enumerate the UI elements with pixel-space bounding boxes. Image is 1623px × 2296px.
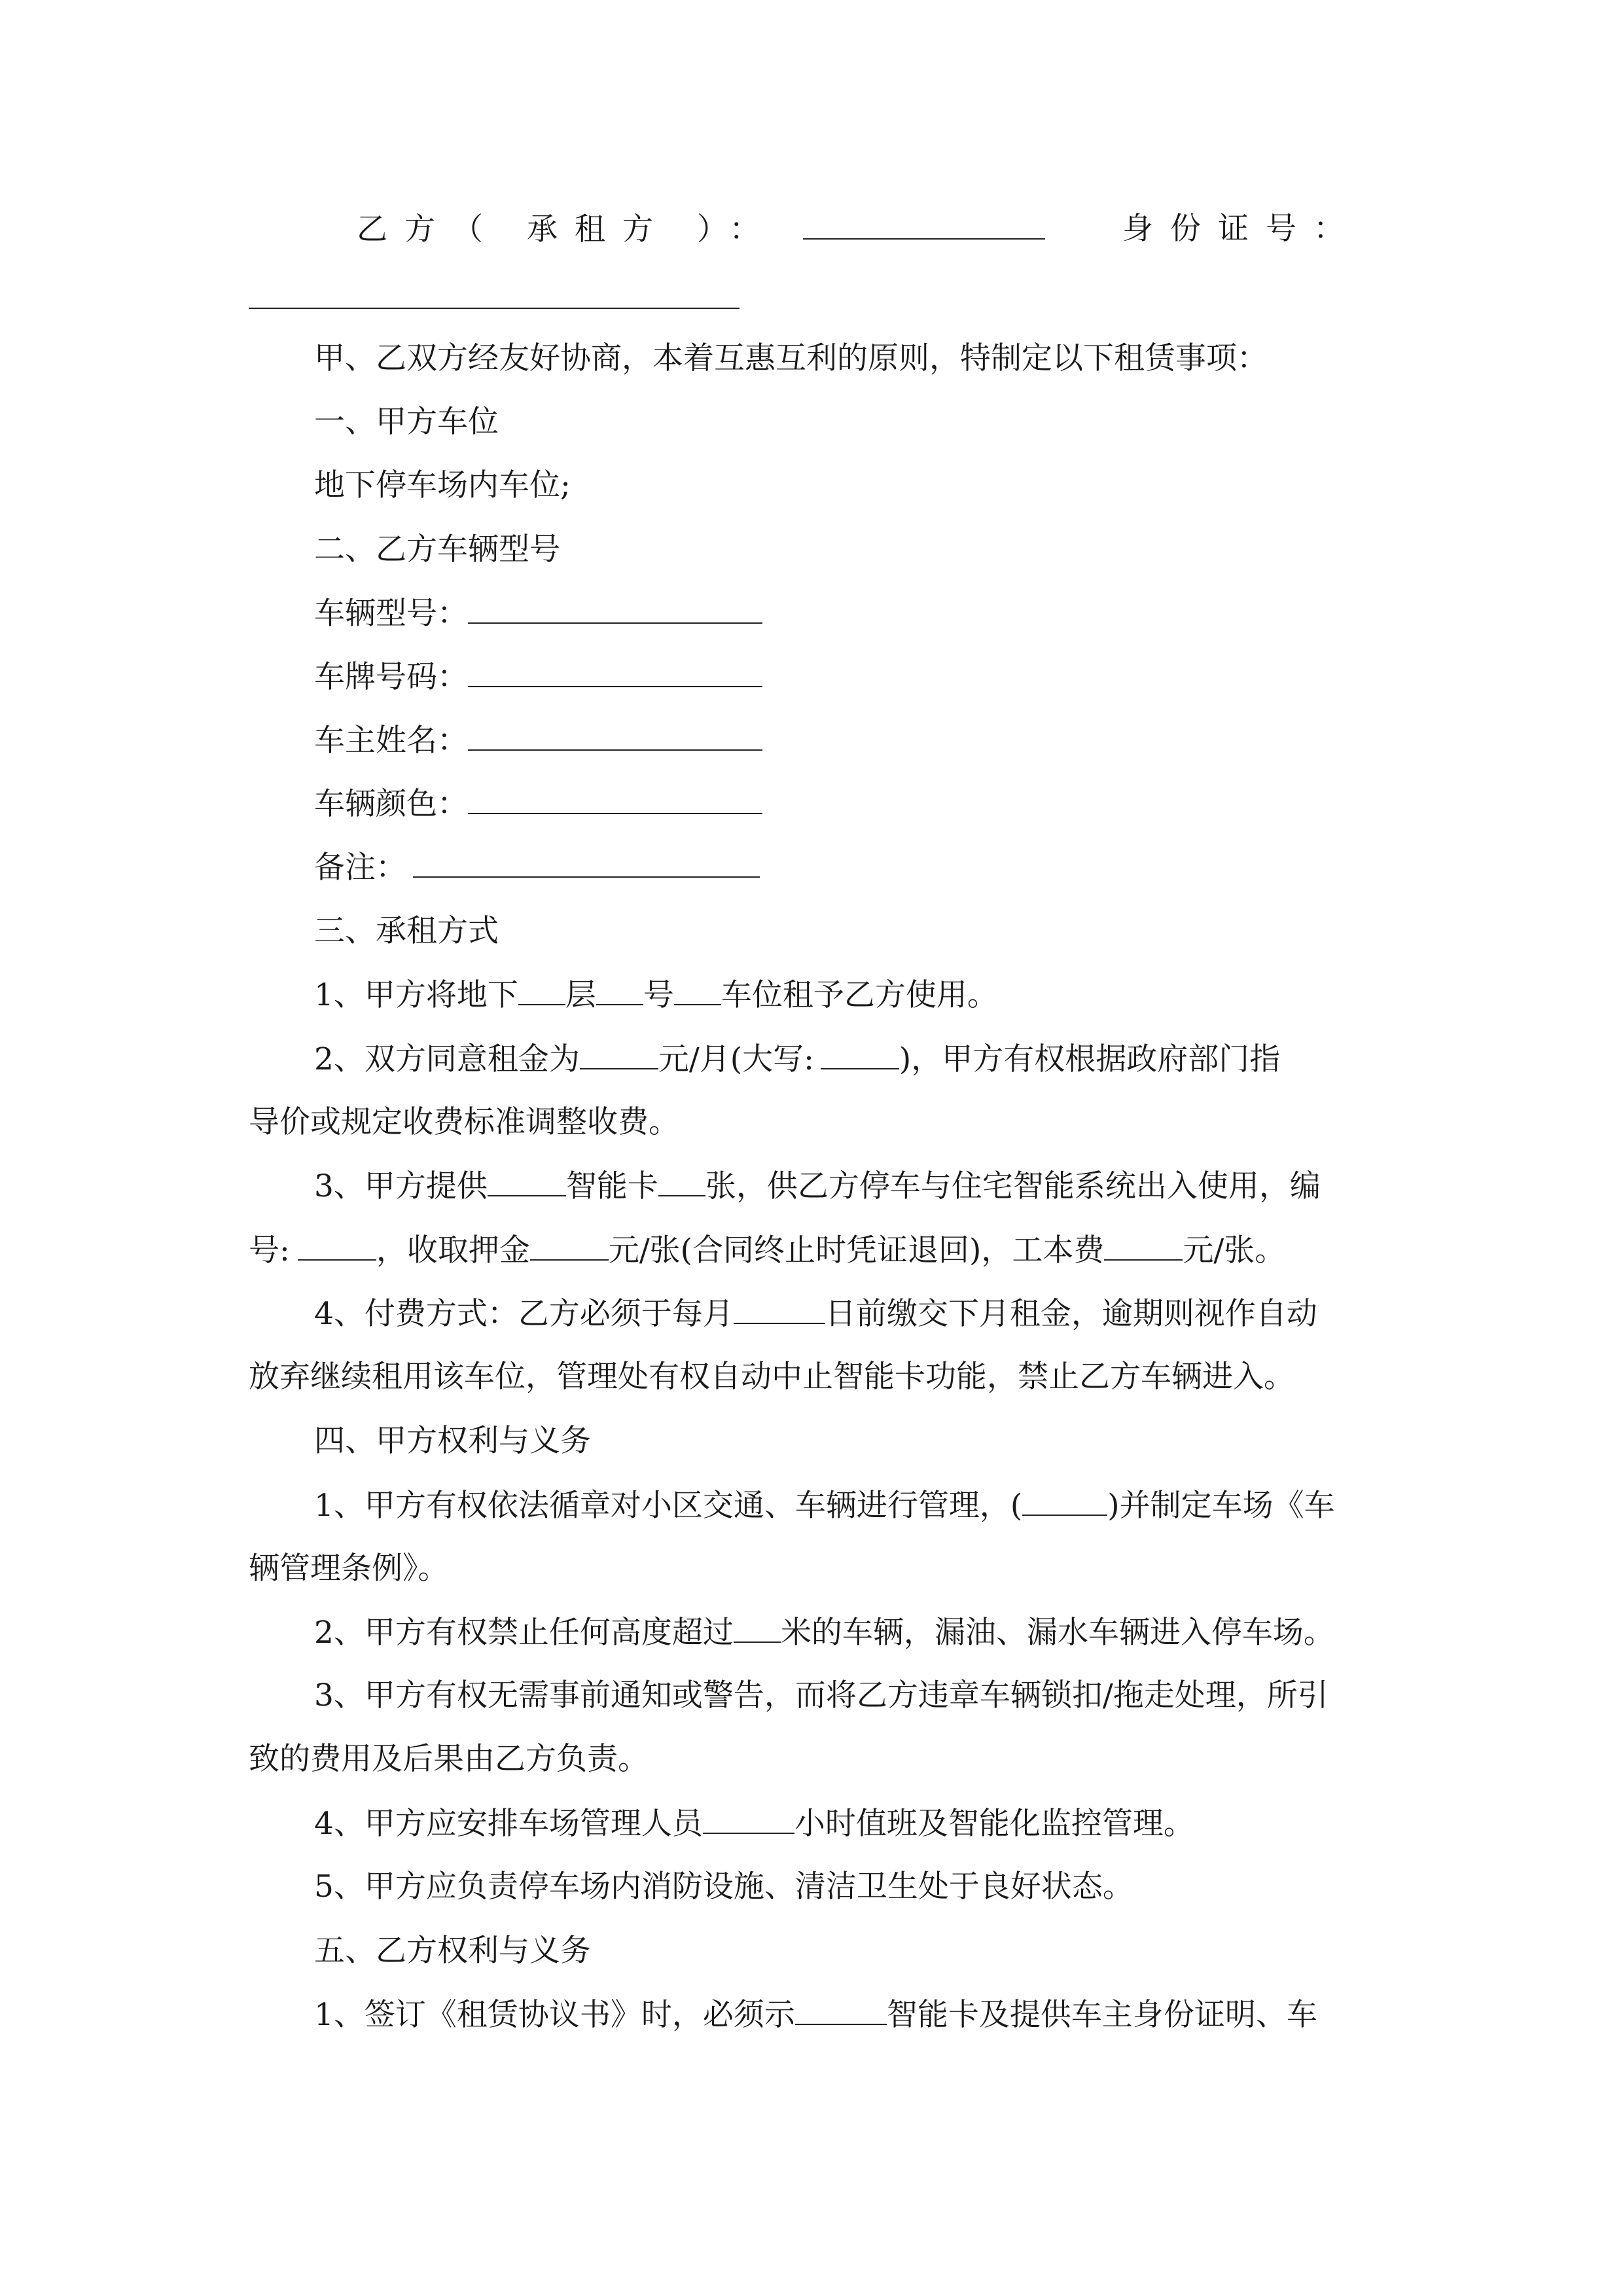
field-label: 车主姓名： — [314, 723, 468, 759]
text: 车位租予乙方使用。 — [721, 977, 998, 1013]
section-4-title: 四、甲方权利与义务 — [314, 1423, 591, 1459]
field-label: 车牌号码： — [314, 659, 468, 695]
text: 智能卡及提供车主身份证明、车 — [886, 1997, 1317, 2033]
id-number-blank[interactable] — [249, 308, 740, 309]
text: 张，供乙方停车与住宅智能系统出入使用，编 — [705, 1168, 1321, 1204]
text: 元/张(合同终止时凭证退回)，工本费 — [608, 1232, 1105, 1268]
text: 小时值班及智能化监控管理。 — [794, 1806, 1194, 1842]
field-plate-number — [314, 657, 762, 697]
party-b-label: 乙方（ 承租方 ）： — [357, 211, 777, 247]
blank-rent[interactable] — [580, 1039, 658, 1069]
section-2-title: 二、乙方车辆型号 — [314, 531, 560, 567]
s3-item-2b: 导价或规定收费标准调整收费。 — [249, 1104, 679, 1140]
party-b-blank[interactable] — [803, 209, 1045, 240]
text: 号 — [643, 977, 674, 1013]
section-1-title: 一、甲方车位 — [314, 404, 499, 440]
blank-fee[interactable] — [1104, 1230, 1183, 1261]
text: )，甲方有权根据政府部门指 — [899, 1041, 1281, 1077]
text: 日前缴交下月租金，逾期则视作自动 — [825, 1296, 1317, 1332]
text: )并制定车场《车 — [1107, 1488, 1335, 1524]
blank-floor[interactable] — [518, 975, 565, 1005]
field-label: 备注： — [314, 850, 406, 886]
blank-management[interactable] — [1022, 1486, 1107, 1516]
s4-item-3a: 3、甲方有权无需事前通知或警告，而将乙方违章车辆锁扣/拖走处理，所引 — [314, 1677, 1329, 1713]
s4-item-3b: 致的费用及后果由乙方负责。 — [249, 1741, 649, 1777]
blank-card[interactable] — [795, 1995, 887, 2025]
s3-item-3b — [249, 1230, 1285, 1270]
field-label: 车辆颜色： — [314, 786, 468, 822]
text: 米的车辆，漏油、漏水车辆进入停车场。 — [780, 1615, 1334, 1651]
field-label: 车辆型号： — [314, 596, 468, 632]
blank-hours[interactable] — [703, 1804, 794, 1834]
field-blank[interactable] — [413, 848, 760, 878]
text: 1、甲方有权依法循章对小区交通、车辆进行管理，( — [314, 1488, 1023, 1524]
s4-item-1b: 辆管理条例》。 — [249, 1551, 449, 1587]
id-number-line — [1122, 209, 1361, 249]
blank-card-count[interactable] — [658, 1166, 705, 1196]
blank-number[interactable] — [596, 975, 643, 1005]
text: 智能卡 — [565, 1168, 658, 1204]
blank-pay-day[interactable] — [734, 1294, 825, 1324]
text: 元/张。 — [1183, 1232, 1286, 1268]
text: 1、甲方将地下 — [314, 977, 518, 1013]
blank-card-no[interactable] — [298, 1230, 376, 1261]
field-remarks — [314, 848, 760, 888]
text: 2、双方同意租金为 — [314, 1041, 580, 1077]
s4-item-1a — [314, 1486, 1335, 1526]
text: 2、甲方有权禁止任何高度超过 — [314, 1615, 734, 1651]
text: 3、甲方提供 — [314, 1168, 488, 1204]
s3-item-4b: 放弃继续租用该车位，管理处有权自动中止智能卡功能，禁止乙方车辆进入。 — [249, 1359, 1294, 1395]
field-blank[interactable] — [468, 784, 762, 814]
section-5-title: 五、乙方权利与义务 — [314, 1933, 591, 1969]
field-blank[interactable] — [468, 594, 762, 624]
s5-item-1 — [314, 1995, 1317, 2035]
blank-deposit[interactable] — [530, 1230, 609, 1261]
text: 1、签订《租赁协议书》时，必须示 — [314, 1997, 795, 2033]
party-b-line — [357, 209, 1045, 249]
section-3-title: 三、承租方式 — [314, 913, 499, 949]
text: 4、付费方式：乙方必须于每月 — [314, 1296, 734, 1332]
text: 4、甲方应安排车场管理人员 — [314, 1806, 703, 1842]
id-number-label: 身份证号： — [1122, 211, 1361, 247]
s3-item-4a — [314, 1294, 1317, 1334]
s3-item-3a — [314, 1166, 1321, 1206]
field-blank[interactable] — [468, 657, 762, 687]
blank-space[interactable] — [674, 975, 721, 1005]
section-1-text: 地下停车场内车位; — [314, 467, 571, 503]
s3-item-2a — [314, 1039, 1280, 1079]
s4-item-4 — [314, 1804, 1194, 1844]
s4-item-5: 5、甲方应负责停车场内消防设施、清洁卫生处于良好状态。 — [314, 1869, 1133, 1905]
field-vehicle-color — [314, 784, 762, 824]
blank-card-type[interactable] — [488, 1166, 566, 1196]
text: ，收取押金 — [376, 1232, 530, 1268]
text: 号: — [249, 1232, 290, 1268]
s3-item-1 — [314, 975, 998, 1015]
field-owner-name — [314, 721, 762, 761]
text: 层 — [565, 977, 596, 1013]
intro-paragraph: 甲、乙双方经友好协商，本着互惠互利的原则，特制定以下租赁事项： — [314, 340, 1268, 376]
field-vehicle-model — [314, 594, 762, 634]
field-blank[interactable] — [468, 721, 762, 751]
text: 元/月(大写: — [658, 1041, 814, 1077]
s4-item-2 — [314, 1613, 1334, 1653]
blank-rent-words[interactable] — [821, 1039, 899, 1069]
blank-height[interactable] — [734, 1613, 781, 1643]
